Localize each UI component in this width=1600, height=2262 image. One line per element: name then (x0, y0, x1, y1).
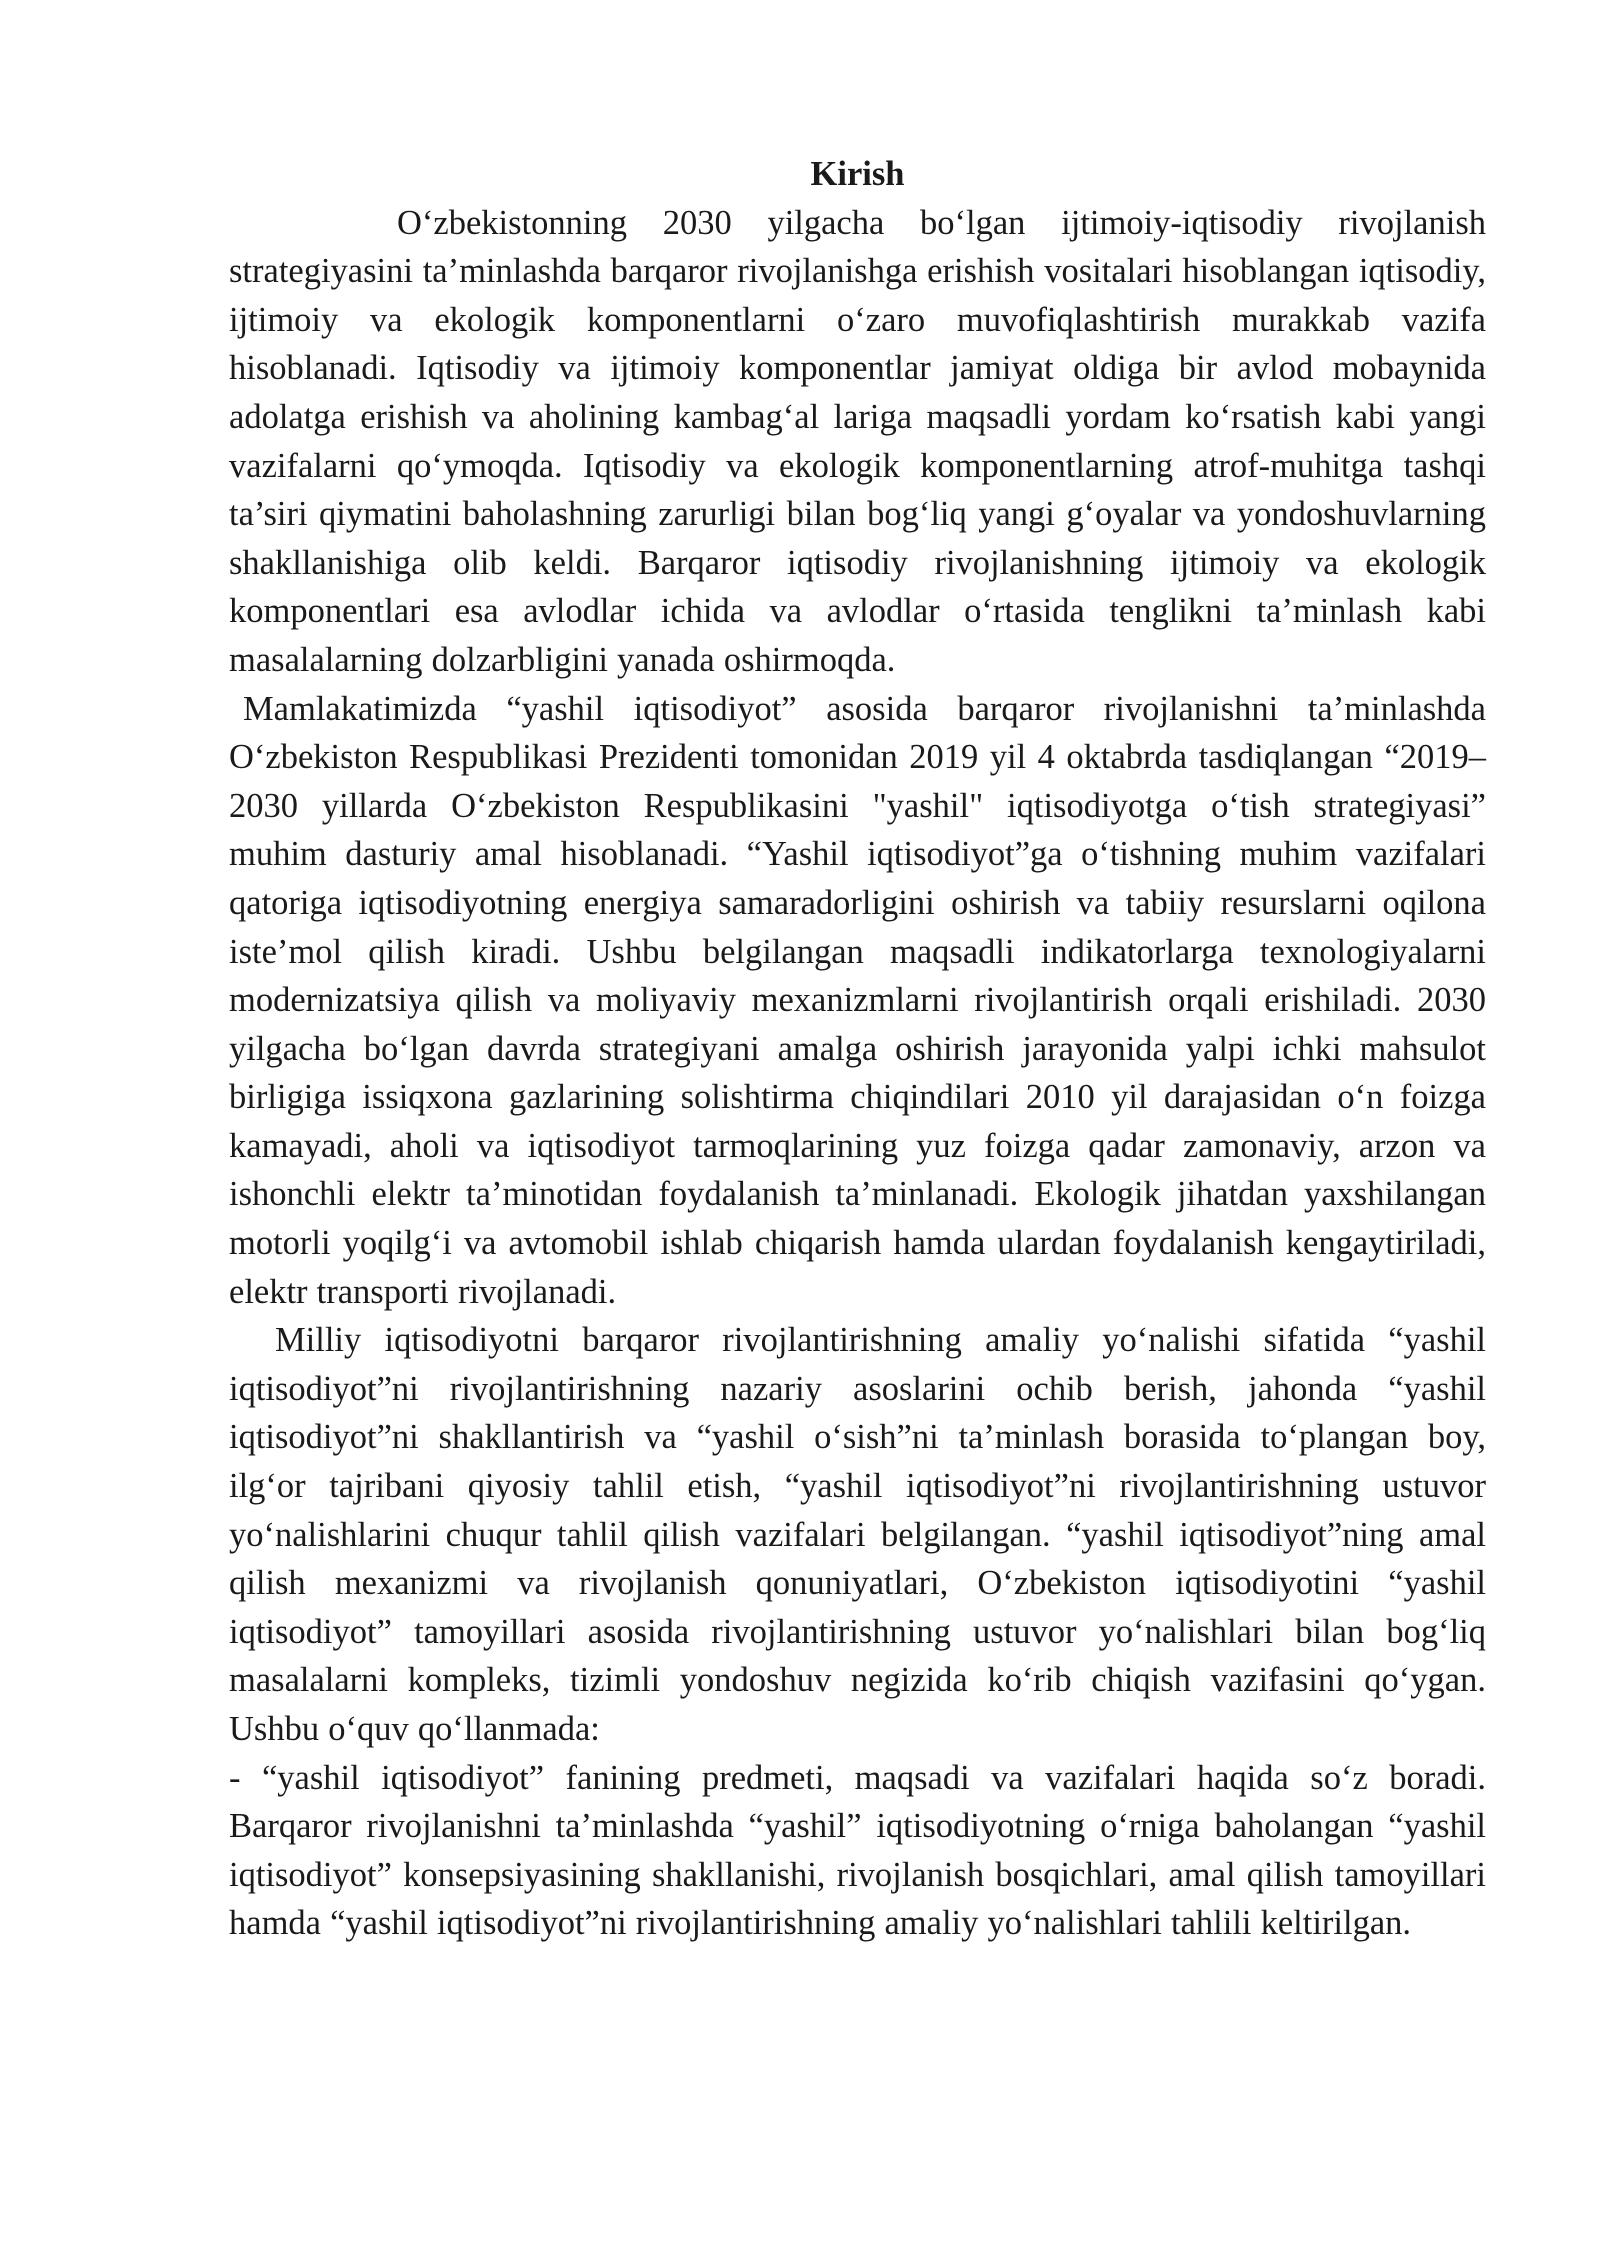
document-body (229, 150, 1486, 1948)
paragraph-3: Milliy iqtisodiyotni barqaror rivojlantirishning amaliy yo‘nalishi sifatida “yashil iqtisodiyot”ni rivojlantirishning nazariy asoslarini ochib berish, jahonda “yashil iqtisodiyot”ni shakllantirish va “yashil o‘sish”ni ta’minlash borasida to‘plangan boy, ilg‘or tajribani qiyosiy tahlil etish, “yashil iqtisodiyot”ni rivojlantirishning ustuvor yo‘nalishlarini chuqur tahlil qilish vazifalari belgilangan. “yashil iqtisodiyot”ning amal qilish mexanizmi va rivojlanish qonuniyatlari, O‘zbekiston iqtisodiyotini “yashil iqtisodiyot” tamoyillari asosida rivojlantirishning ustuvor yo‘nalishlari bilan bog‘liq masalalarni kompleks, tizimli yondoshuv negizida ko‘rib chiqish vazifasini qo‘ygan. Ushbu o‘quv qo‘llanmada: (229, 1321, 1486, 1748)
page-title: Kirish (810, 155, 905, 193)
paragraph-1: O‘zbekistonning 2030 yilgacha bo‘lgan ijtimoiy-iqtisodiy rivojlanish strategiyasini ta’minlashda barqaror rivojlanishga erishish vositalari hisoblangan iqtisodiy, ijtimoiy va ekologik komponentlarni o‘zaro muvofiqlashtirish murakkab vazifa hisoblanadi. Iqtisodiy va ijtimoiy komponentlar jamiyat oldiga bir avlod mobaynida adolatga erishish va aholining kambag‘al lariga maqsadli yordam ko‘rsatish kabi yangi vazifalarni qo‘ymoqda. Iqtisodiy va ekologik komponentlarning atrof-muhitga tashqi ta’siri qiymatini baholashning zarurligi bilan bog‘liq yangi g‘oyalar va yondoshuvlarning shakllanishiga olib keldi. Barqaror iqtisodiy rivojlanishning ijtimoiy va ekologik komponentlari esa avlodlar ichida va avlodlar o‘rtasida tenglikni ta’minlash kabi masalalarning dolzarbligini yanada oshirmoqda. (229, 203, 1486, 679)
paragraph-4: - “yashil iqtisodiyot” fanining predmeti, maqsadi va vazifalari haqida so‘z boradi. Barqaror rivojlanishni ta’minlashda “yashil” iqtisodiyotning o‘rniga baholangan “yashil iqtisodiyot” konsepsiyasining shakllanishi, rivojlanish bosqichlari, amal qilish tamoyillari hamda “yashil iqtisodiyot”ni rivojlantirishning amaliy yo‘nalishlari tahlili keltirilgan. (229, 1758, 1486, 1943)
paragraph-2: Mamlakatimizda “yashil iqtisodiyot” asosida barqaror rivojlanishni ta’minlashda O‘zbekiston Respublikasi Prezidenti tomonidan 2019 yil 4 oktabrda tasdiqlangan “2019–2030 yillarda O‘zbekiston Respublikasini "yashil" iqtisodiyotga o‘tish strategiyasi” muhim dasturiy amal hisoblanadi. “Yashil iqtisodiyot”ga o‘tishning muhim vazifalari qatoriga iqtisodiyotning energiya samaradorligini oshirish va tabiiy resurslarni oqilona iste’mol qilish kiradi. Ushbu belgilangan maqsadli indikatorlarga texnologiyalarni modernizatsiya qilish va moliyaviy mexanizmlarni rivojlantirish orqali erishiladi. 2030 yilgacha bo‘lgan davrda strategiyani amalga oshirish jarayonida yalpi ichki mahsulot birligiga issiqxona gazlarining solishtirma chiqindilari 2010 yil darajasidan o‘n foizga kamayadi, aholi va iqtisodiyot tarmoqlarining yuz foizga qadar zamonaviy, arzon va ishonchli elektr ta’minotidan foydalanish ta’minlanadi. Ekologik jihatdan yaxshilangan motorli yoqilg‘i va avtomobil ishlab chiqarish hamda ulardan foydalanish kengaytiriladi, elektr transporti rivojlanadi. (229, 689, 1486, 1311)
